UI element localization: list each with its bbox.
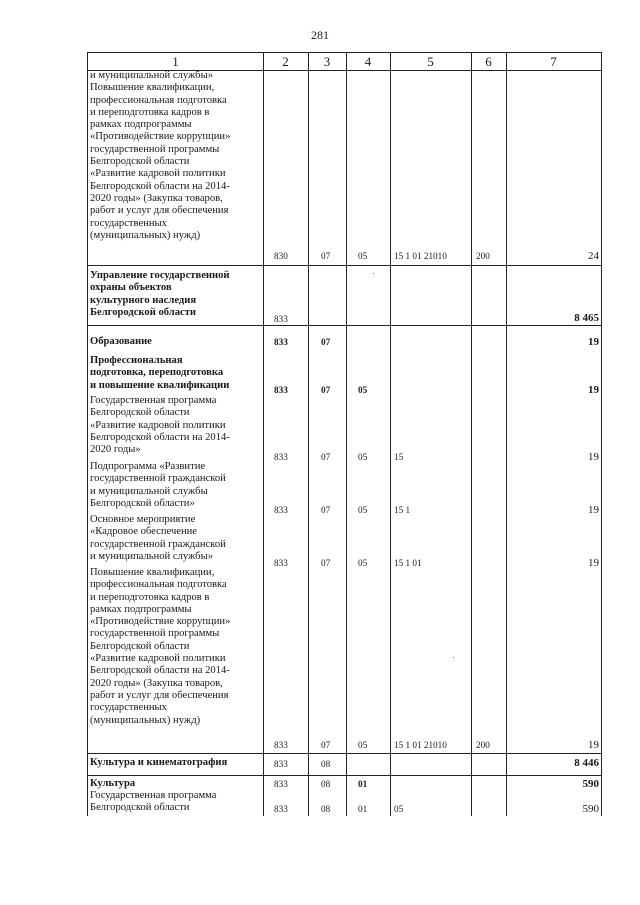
row-amount: 19: [588, 336, 599, 348]
row-name: Культура и кинематография: [90, 757, 228, 768]
row-subchapter-code: 01: [358, 779, 368, 789]
table-row: [88, 354, 601, 395]
header-col-1: 1: [172, 54, 179, 69]
scan-speck: [453, 657, 454, 658]
table-row: [88, 754, 601, 776]
table-row: [88, 776, 601, 790]
header-col-3: 3: [323, 54, 331, 69]
header-col-7: 7: [550, 54, 557, 69]
row-amount: 19: [588, 384, 599, 396]
header-col-5: 5: [427, 54, 434, 69]
row-amount: 8 446: [574, 757, 599, 769]
row-amount: 19: [588, 739, 599, 751]
row-chapter-code: 07: [321, 558, 331, 568]
row-target-code: 15 1 01 21010: [394, 740, 447, 750]
row-name: Государственная программа Белгородской области «Развитие кадровой политики Белгородской области на 2014- 2020 годы»: [90, 395, 230, 456]
row-name: Управление государственной охраны объектов культурного наследия Белгородской области: [90, 270, 230, 318]
row-chapter-code: 08: [321, 779, 331, 789]
row-subchapter-code: 05: [358, 251, 368, 261]
row-section-code: 833: [274, 779, 288, 789]
table-row: [88, 335, 601, 354]
row-expense-type: 200: [476, 740, 490, 750]
row-expense-type: 200: [476, 251, 490, 261]
row-target-code: 15 1 01 21010: [394, 251, 447, 261]
table-row: [88, 461, 601, 514]
row-section-code: 830: [274, 251, 288, 261]
row-target-code: 15 1: [394, 505, 411, 515]
row-target-code: 05: [394, 804, 404, 814]
row-chapter-code: 07: [321, 251, 331, 261]
row-section-code: 833: [274, 505, 288, 515]
header-col-6: 6: [485, 54, 492, 69]
table-row: [88, 790, 601, 816]
row-subchapter-code: 05: [358, 505, 368, 515]
row-section-code: 833: [274, 314, 288, 324]
row-name: и муниципальной службы» Повышение квалификации, профессиональная подготовка и переподготовка кадров в рамках подпрограммы «Противодействие коррупции» государственной программы Белгородской области «Развитие кадровой политики Белгородской области на 2014- 2020 годы» (Закупка товаров, работ и услуг для обеспечения государственных (муниципальных) нужд): [90, 70, 231, 241]
row-section-code: 833: [274, 740, 288, 750]
row-subchapter-code: 05: [358, 385, 368, 395]
row-chapter-code: 07: [321, 385, 331, 395]
header-col-2: 2: [282, 54, 289, 69]
row-amount: 8 465: [574, 312, 599, 324]
row-name: Подпрограмма «Развитие государственной гражданской и муниципальной службы Белгородской области»: [90, 461, 226, 509]
row-section-code: 833: [274, 558, 288, 568]
row-name: Государственная программа Белгородской области: [90, 790, 217, 814]
row-section-code: 833: [274, 452, 288, 462]
row-chapter-code: 07: [321, 740, 331, 750]
row-name: Культура: [90, 778, 136, 789]
row-subchapter-code: 05: [358, 452, 368, 462]
page-number: 281: [311, 28, 329, 42]
table-row: [88, 567, 601, 754]
row-amount: 19: [588, 504, 599, 516]
row-chapter-code: 08: [321, 804, 331, 814]
row-section-code: 833: [274, 804, 288, 814]
row-subchapter-code: 05: [358, 740, 368, 750]
row-target-code: 15: [394, 452, 404, 462]
row-amount: 590: [582, 778, 599, 790]
table-row: [88, 265, 601, 326]
row-section-code: 833: [274, 759, 288, 769]
row-amount: 19: [588, 557, 599, 569]
row-chapter-code: 07: [321, 337, 331, 347]
budget-table: [87, 52, 602, 816]
row-section-code: 833: [274, 337, 288, 347]
table-row: [88, 395, 601, 461]
row-amount: 24: [588, 250, 599, 262]
scan-speck: [373, 273, 374, 274]
header-col-4: 4: [364, 54, 372, 69]
row-chapter-code: 07: [321, 452, 331, 462]
row-name: Образование: [90, 336, 152, 347]
row-amount: 590: [582, 803, 599, 815]
row-subchapter-code: 05: [358, 558, 368, 568]
row-amount: 19: [588, 451, 599, 463]
row-name: Профессиональная подготовка, переподготовка и повышение квалификации: [90, 355, 230, 391]
row-name: Повышение квалификации, профессиональная подготовка и переподготовка кадров в рамках подпрограммы «Противодействие коррупции» государственной программы Белгородской области «Развитие кадровой политики Белгородской области на 2014- 2020 годы» (Закупка товаров, работ и услуг для обеспечения государственных (муниципальных) нужд): [90, 567, 231, 726]
table-row: [88, 514, 601, 567]
row-chapter-code: 07: [321, 505, 331, 515]
table-row: [88, 69, 601, 263]
row-section-code: 833: [274, 385, 288, 395]
row-subchapter-code: 01: [358, 804, 368, 814]
row-name: Основное мероприятие «Кадровое обеспечение государственной гражданской и муниципальной службы»: [90, 514, 226, 562]
row-target-code: 15 1 01: [394, 558, 422, 568]
row-chapter-code: 08: [321, 759, 331, 769]
